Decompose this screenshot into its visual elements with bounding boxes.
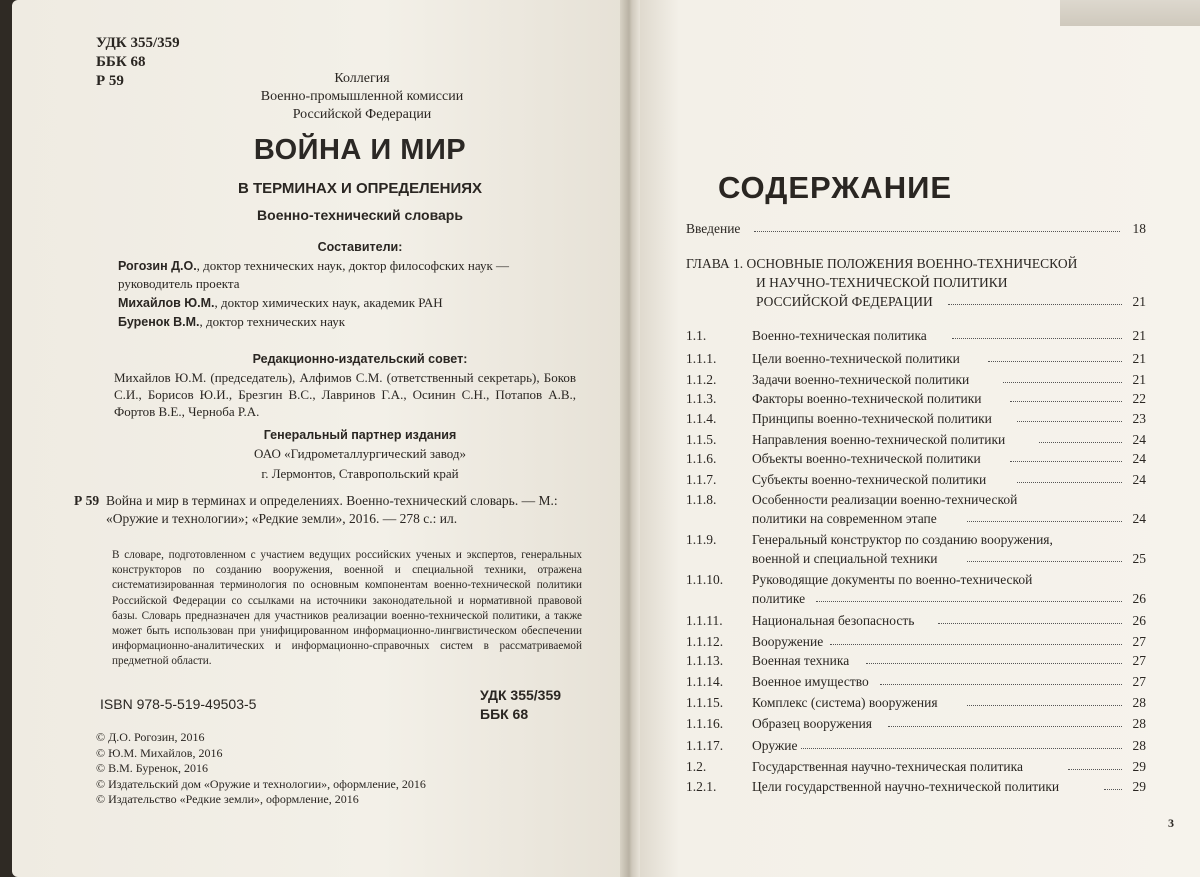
toc-page-number: 26 [1132, 591, 1146, 606]
toc-entry-text: Генеральный конструктор по созданию вооружения, [752, 532, 1053, 547]
toc-leader [1017, 421, 1122, 422]
compiler-name: Рогозин Д.О. [118, 259, 197, 273]
toc-entry-number: 1.1.12. [686, 634, 724, 649]
toc-entry-text: Вооружение [752, 634, 824, 649]
toc-entry-text: Направления военно-технической политики [752, 432, 1006, 447]
toc-entry-text: Руководящие документы по военно-технической [752, 572, 1033, 587]
partner-name: ОАО «Гидрометаллургический завод» [253, 446, 467, 461]
toc-leader [938, 623, 1122, 624]
collegium-line: Российской Федерации [292, 107, 432, 122]
toc-page-number: 27 [1132, 634, 1146, 649]
toc-entry[interactable] [686, 632, 1146, 651]
toc-entry[interactable] [686, 757, 1146, 776]
copyright-list [96, 730, 426, 808]
toc-leader [952, 338, 1122, 339]
toc-page-number: 21 [1132, 372, 1146, 387]
book-subtitle-2: Военно-технический словарь [257, 207, 463, 223]
bibliographic-record [74, 492, 584, 528]
toc-leader [830, 644, 1122, 645]
toc-entry-text: Задачи военно-технической политики [752, 372, 970, 387]
toc-entry-number: 1.1.10. [686, 572, 724, 587]
toc-entry[interactable] [686, 389, 1146, 408]
toc-entry-text: Объекты военно-технической политики [752, 451, 981, 466]
toc-entry-number: 1.1.11. [686, 613, 723, 628]
toc-leader [801, 748, 1122, 749]
toc-entry-text: Государственная научно-техническая политика [752, 759, 1023, 774]
toc-entry-text: Цели военно-технической политики [752, 351, 960, 366]
toc-entry-number: 1.1. [686, 328, 707, 343]
toc-entry-number: 1.1.3. [686, 391, 717, 406]
toc-leader [1003, 382, 1122, 383]
partner-heading: Генеральный партнер издания [263, 428, 457, 442]
toc-intro[interactable] [686, 219, 1146, 239]
classification-codes [96, 34, 180, 91]
copyright-line: © Издательство «Редкие земли», оформление, 2016 [96, 792, 359, 806]
compiler-name: Михайлов Ю.М. [118, 296, 215, 310]
toc-page-number: 24 [1132, 432, 1146, 447]
chapter-line: И НАУЧНО-ТЕХНИЧЕСКОЙ ПОЛИТИКИ [756, 275, 1008, 290]
toc-entry[interactable] [686, 430, 1146, 449]
toc-page-number: 29 [1132, 759, 1146, 774]
toc-page-number: 28 [1132, 738, 1146, 753]
toc-entry[interactable] [686, 611, 1146, 630]
compiler-desc: , доктор технических наук, доктор философских наук — [196, 258, 510, 273]
toc-entry-text: Комплекс (система) вооружения [752, 695, 938, 710]
toc-page-number: 18 [1132, 221, 1146, 236]
toc-leader [880, 684, 1122, 685]
udk-code: УДК 355/359 [96, 35, 180, 51]
toc-entry-number: 1.1.16. [686, 716, 724, 731]
toc-leader [1104, 789, 1122, 790]
toc-page-number: 28 [1132, 716, 1146, 731]
toc-leader [948, 304, 1122, 305]
toc-entry-number: 1.1.13. [686, 653, 724, 668]
toc-chapter[interactable] [686, 254, 1146, 311]
toc-page-number: 22 [1132, 391, 1146, 406]
author-mark: Р 59 [96, 73, 124, 89]
udk-code: УДК 355/359 [480, 687, 562, 703]
toc-entry[interactable] [686, 490, 1146, 528]
compiler-name: Буренок В.М. [118, 315, 200, 329]
compiler-desc: , доктор технических наук [199, 314, 346, 329]
toc-entry[interactable] [686, 570, 1146, 608]
toc-page-number: 24 [1132, 451, 1146, 466]
toc-entry-text: Особенности реализации военно-технической [752, 492, 1018, 507]
toc-leader [1039, 442, 1122, 443]
toc-leader [1017, 482, 1122, 483]
toc-page-number: 23 [1132, 411, 1146, 426]
compilers-heading: Составители: [317, 240, 403, 254]
toc-entry-text: Введение [686, 221, 741, 236]
bib-code: Р 59 [74, 493, 100, 508]
book-title: ВОЙНА И МИР [253, 134, 467, 166]
collegium-line: Военно-промышленной комиссии [260, 89, 464, 104]
compiler-desc-2: руководитель проекта [118, 276, 240, 291]
council-members: Михайлов Ю.М. (председатель), Алфимов С.М. (ответственный секретарь), Боков С.И., Борисов Ю.И., Брезгин В.С., Лавринов Г.А., Осинин С.Н., Потапов А.В., Фортов В.Е., Черноба Р.А. [114, 370, 576, 419]
toc-page-number: 21 [1132, 351, 1146, 366]
bbk-code: ББК 68 [96, 54, 146, 70]
toc-leader [816, 601, 1122, 602]
toc-entry[interactable] [686, 449, 1146, 468]
toc-page-number: 24 [1132, 511, 1146, 526]
copyright-line: © Ю.М. Михайлов, 2016 [96, 745, 223, 760]
council-heading: Редакционно-издательский совет: [252, 352, 468, 366]
toc-leader [1068, 769, 1122, 770]
toc-entry-text: Образец вооружения [752, 716, 873, 731]
isbn: ISBN 978-5-519-49503-5 [100, 696, 257, 712]
bib-line: Война и мир в терминах и определениях. Военно-технический словарь. — М.: [106, 493, 558, 508]
toc-entry[interactable] [686, 777, 1146, 796]
toc-leader [866, 663, 1122, 664]
compiler-desc: , доктор химических наук, академик РАН [214, 295, 443, 310]
toc-page-number: 25 [1132, 551, 1146, 566]
chapter-line: ГЛАВА 1. ОСНОВНЫЕ ПОЛОЖЕНИЯ ВОЕННО-ТЕХНИЧЕСКОЙ [686, 256, 1078, 271]
compiler-entry [118, 257, 588, 292]
copyright-line: © В.М. Буренок, 2016 [96, 761, 208, 775]
toc-page-number: 27 [1132, 674, 1146, 689]
toc-entry[interactable] [686, 470, 1146, 489]
background-papers [1060, 0, 1200, 26]
copyright-line: © Издательский дом «Оружие и технологии», оформление, 2016 [96, 776, 426, 791]
toc-entry-number: 1.1.8. [686, 492, 717, 507]
compiler-entry [118, 294, 588, 312]
toc-page-number: 27 [1132, 653, 1146, 668]
toc-leader [888, 726, 1122, 727]
toc-entry-number: 1.1.17. [686, 738, 724, 753]
toc-entry-number: 1.2. [686, 759, 707, 774]
toc-entry[interactable] [686, 672, 1146, 691]
toc-page-number: 21 [1132, 328, 1146, 343]
partner-city: г. Лермонтов, Ставропольский край [261, 466, 459, 481]
toc-entry-number: 1.1.15. [686, 695, 724, 710]
compiler-entry [118, 313, 588, 331]
toc-entry-text: Оружие [752, 738, 798, 753]
toc-page-number: 29 [1132, 779, 1146, 794]
toc-entry[interactable] [686, 651, 1146, 670]
toc-entry-text: военной и специальной техники [752, 551, 938, 566]
toc-entry[interactable] [686, 349, 1146, 368]
toc-page-number: 26 [1132, 613, 1146, 628]
toc-entry-number: 1.2.1. [686, 779, 717, 794]
toc-entry-text: Военная техника [752, 653, 850, 668]
toc-leader [967, 521, 1122, 522]
toc-entry-number: 1.1.9. [686, 532, 717, 547]
collegium-line: Коллегия [334, 71, 390, 86]
toc-entry-text: Военно-техническая политика [752, 328, 927, 343]
bib-line: «Оружие и технологии»; «Редкие земли», 2016. — 278 с.: ил. [106, 511, 458, 526]
toc-entry-number: 1.1.1. [686, 351, 717, 366]
toc-page-number: 28 [1132, 695, 1146, 710]
classification-codes-bottom [480, 686, 561, 724]
toc-page-number: 24 [1132, 472, 1146, 487]
toc-leader [967, 561, 1122, 562]
toc-entry-text: политики на современном этапе [752, 511, 937, 526]
toc-leader [1010, 401, 1122, 402]
bbk-code: ББК 68 [480, 706, 529, 722]
toc-entry[interactable] [686, 693, 1146, 712]
toc-entry-number: 1.1.7. [686, 472, 717, 487]
toc-page-number: 21 [1132, 294, 1146, 309]
collegium-header [212, 70, 512, 124]
chapter-line: РОССИЙСКОЙ ФЕДЕРАЦИИ [756, 294, 933, 309]
toc-entry-text: Цели государственной научно-технической политики [752, 779, 1060, 794]
toc-entry-text: Субъекты военно-технической политики [752, 472, 987, 487]
toc-entry[interactable] [686, 370, 1146, 389]
toc-entry-number: 1.1.14. [686, 674, 724, 689]
toc-entry-number: 1.1.6. [686, 451, 717, 466]
toc-entry[interactable] [686, 326, 1146, 345]
toc-entry-number: 1.1.5. [686, 432, 717, 447]
toc-entry-text: политике [752, 591, 806, 606]
toc-entry[interactable] [686, 530, 1146, 568]
toc-leader [988, 361, 1122, 362]
toc-entry-number: 1.1.4. [686, 411, 717, 426]
book-gutter [620, 0, 640, 877]
toc-title: СОДЕРЖАНИЕ [717, 170, 953, 205]
toc-leader [967, 705, 1122, 706]
abstract-paragraph: В словаре, подготовленном с участием ведущих российских ученых и экспертов, генеральных конструкторов по созданию вооружения, военной и специальной техники, отражена систематизированная терминология по основным компонентам военно-технической политики Российской Федерации со ссылками на источники законодательной и нормативной правовой базы. Словарь предназначен для участников реализации военно-технической политики, а также может быть использован при унифицированном информационно-лингвистическом обеспечении информационно-аналитических и информационно-справочных систем в рассматриваемой предметной области. [112, 549, 582, 668]
toc-leader [754, 231, 1120, 232]
toc-entry-number: 1.1.2. [686, 372, 717, 387]
copyright-line: © Д.О. Рогозин, 2016 [96, 730, 205, 744]
toc-leader [1010, 461, 1122, 462]
toc-entry-text: Факторы военно-технической политики [752, 391, 982, 406]
toc-entry-text: Национальная безопасность [752, 613, 915, 628]
toc-entry[interactable] [686, 409, 1146, 428]
toc-entry-text: Принципы военно-технической политики [752, 411, 992, 426]
page-number: 3 [1168, 816, 1174, 830]
toc-entry[interactable] [686, 714, 1146, 733]
toc-entry-text: Военное имущество [752, 674, 869, 689]
toc-entry[interactable] [686, 736, 1146, 755]
book-subtitle: В ТЕРМИНАХ И ОПРЕДЕЛЕНИЯХ [237, 180, 483, 197]
